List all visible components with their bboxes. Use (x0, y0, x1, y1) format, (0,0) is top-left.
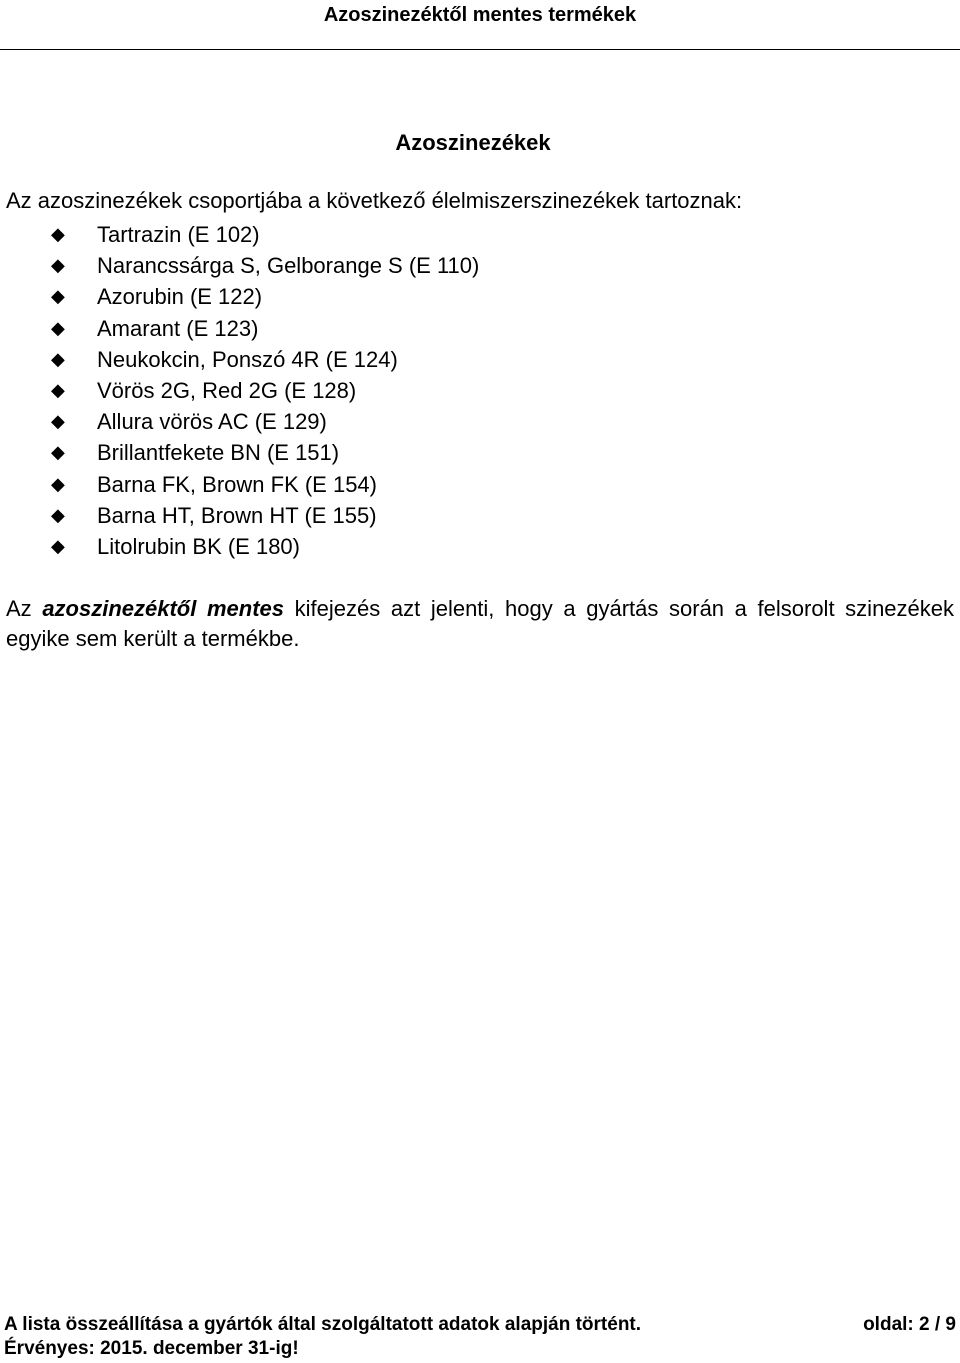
list-item-text: Neukokcin, Ponszó 4R (E 124) (97, 346, 398, 372)
list-item-text: Barna HT, Brown HT (E 155) (97, 502, 377, 528)
page-number: oldal: 2 / 9 (863, 1314, 956, 1335)
diamond-bullet-icon: ◆ (51, 255, 65, 276)
footer-source-note: A lista összeállítása a gyártók által szolgáltatott adatok alapján történt. (4, 1314, 642, 1335)
diamond-bullet-icon: ◆ (51, 473, 65, 494)
header-divider (0, 49, 960, 50)
section-title: Azoszinezékek (395, 130, 551, 155)
list-item-text: Tartrazin (E 102) (97, 222, 260, 247)
definition-term: azoszinezéktől mentes (42, 596, 285, 621)
diamond-bullet-icon: ◆ (51, 504, 65, 525)
definition-paragraph (6, 594, 954, 654)
list-item-text: Azorubin (E 122) (97, 284, 263, 310)
list-item-text: Narancssárga S, Gelborange S (E 110) (97, 253, 480, 279)
footer-validity: Érvényes: 2015. december 31-ig! (4, 1338, 299, 1359)
list-item-text: Vörös 2G, Red 2G (E 128) (97, 377, 357, 403)
diamond-bullet-icon: ◆ (51, 317, 65, 338)
list-item-text: Barna FK, Brown FK (E 154) (97, 471, 377, 497)
diamond-bullet-icon: ◆ (51, 442, 65, 463)
diamond-bullet-icon: ◆ (51, 224, 65, 244)
intro-text: Az azoszinezékek csoportjába a következő élelmiszerszinezékek tartoznak: (6, 188, 743, 213)
diamond-bullet-icon: ◆ (51, 286, 65, 307)
diamond-bullet-icon: ◆ (51, 411, 65, 432)
list-item-text: Amarant (E 123) (97, 315, 259, 341)
list-item-text: Litolrubin BK (E 180) (97, 533, 300, 559)
diamond-bullet-icon: ◆ (51, 535, 65, 556)
definition-body: kifejezés azt jelenti, hogy a gyártás során a felsorolt szinezékek egyike sem került a termékbe. (6, 596, 955, 651)
list-item-text: Brillantfekete BN (E 151) (97, 440, 340, 466)
diamond-bullet-icon: ◆ (51, 348, 65, 369)
diamond-bullet-icon: ◆ (51, 379, 65, 400)
list-item-text: Allura vörös AC (E 129) (97, 409, 327, 435)
definition-prefix: Az (6, 596, 43, 621)
running-header: Azoszinezéktől mentes termékek (323, 4, 637, 26)
